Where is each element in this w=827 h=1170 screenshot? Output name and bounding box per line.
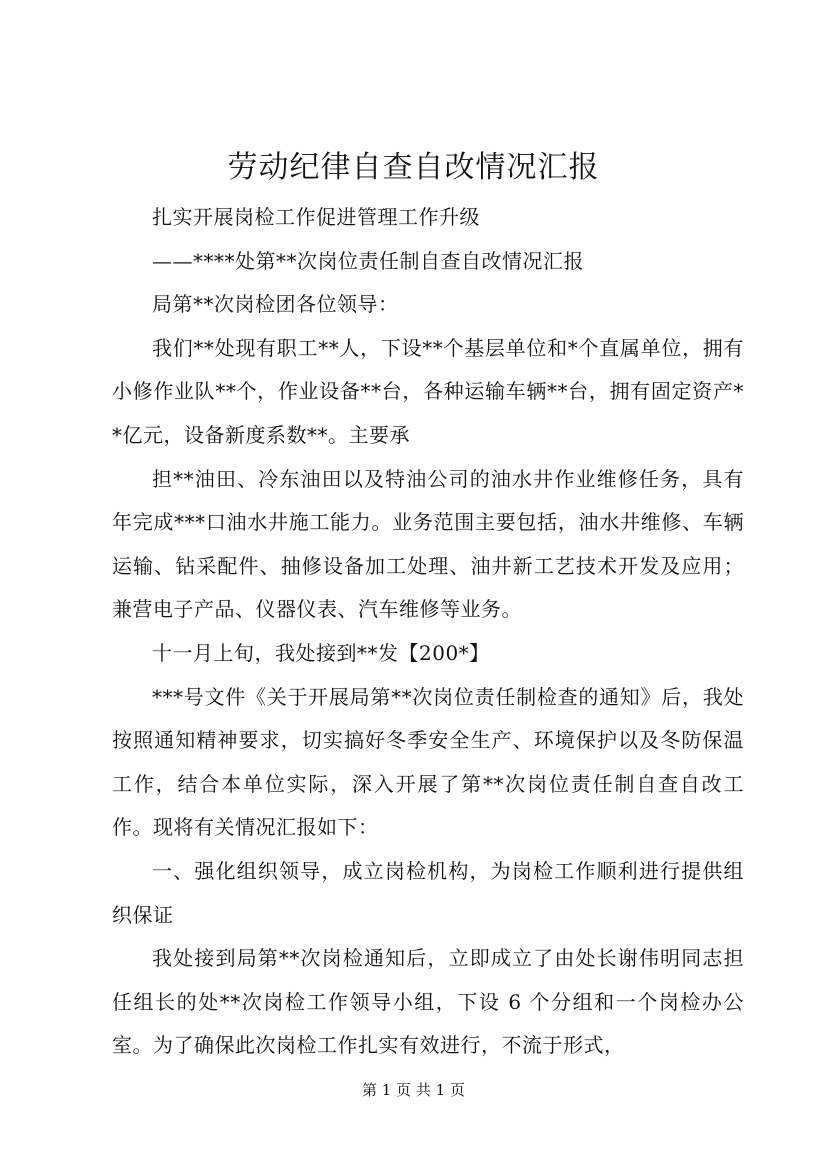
paragraph-section-one-heading: 一、强化组织领导，成立岗检机构，为岗检工作顺利进行提供组织保证 [112,858,744,927]
document-title: 劳动纪律自查自改情况汇报 [227,150,600,185]
paragraph-salutation: 局第**次岗检团各位领导： [152,292,399,317]
paragraph-overview: 我们**处现有职工**人，下设**个基层单位和*个直属单位，拥有小修作业队**个，作业设备**台，各种运输车辆**台，拥有固定资产**亿元，设备新度系数**。主要承 [112,335,744,447]
paragraph-business-scope: 担**油田、冷东油田以及特油公司的油水井作业维修任务，具有年完成***口油水井施工能力。业务范围主要包括，油水井维修、车辆运输、钻采配件、抽修设备加工处理、油井新工艺技术开发及应用；兼营电子产品、仪器仪表、汽车维修等业务。 [112,466,744,622]
document-body [112,196,744,1068]
page-footer: 第 1 页 共 1 页 [362,1081,465,1099]
paragraph-section-one-body: 我处接到局第**次岗检通知后，立即成立了由处长谢伟明同志担任组长的处**次岗检工作领导小组，下设 6 个分组和一个岗检办公室。为了确保此次岗检工作扎实有效进行，不流于形式， [112,946,744,1058]
paragraph-subtitle: 扎实开展岗检工作促进管理工作升级 [152,205,480,229]
paragraph-notice-details: ***号文件《关于开展局第**次岗位责任制检查的通知》后，我处按照通知精神要求，切实搞好冬季安全生产、环境保护以及冬防保温工作，结合本单位实际，深入开展了第**次岗位责任制自查自改工作。现将有关情况汇报如下： [112,684,744,840]
paragraph-notice-received: 十一月上旬，我处接到**发【200*】 [152,640,490,665]
paragraph-report-heading: ——****处第**次岗位责任制自查自改情况汇报 [152,248,584,273]
